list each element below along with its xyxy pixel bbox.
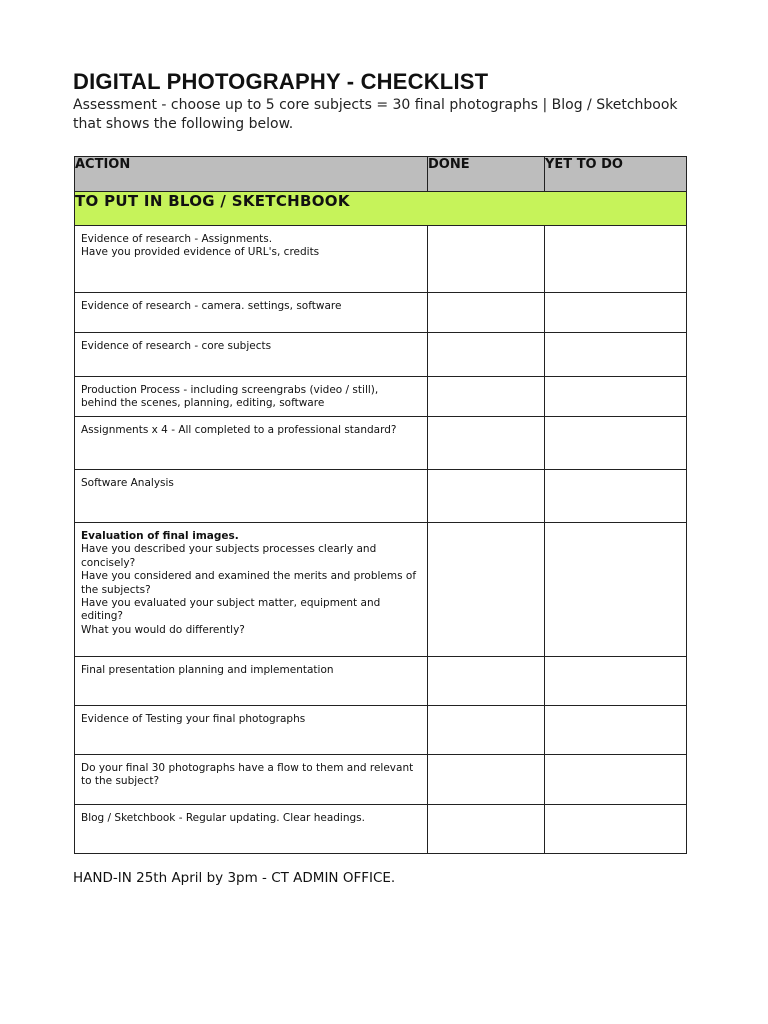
- done-cell[interactable]: [428, 657, 545, 706]
- action-cell: [75, 523, 428, 657]
- action-text: Final presentation planning and implementation: [81, 664, 334, 676]
- yet-to-do-cell[interactable]: [545, 417, 687, 470]
- action-cell: [75, 226, 428, 293]
- action-text: Assignments x 4 - All completed to a professional standard?: [81, 424, 397, 436]
- action-cell: [75, 706, 428, 755]
- yet-to-do-cell[interactable]: [545, 706, 687, 755]
- done-cell[interactable]: [428, 523, 545, 657]
- action-cell: [75, 417, 428, 470]
- hand-in-notice: HAND-IN 25th April by 3pm - CT ADMIN OFFICE.: [73, 870, 396, 886]
- action-column-header: ACTION: [75, 157, 428, 192]
- section-title: TO PUT IN BLOG / SKETCHBOOK: [75, 192, 687, 226]
- yet-to-do-cell[interactable]: [545, 755, 687, 805]
- done-cell[interactable]: [428, 226, 545, 293]
- checklist-table: [74, 156, 687, 854]
- action-text: Have you described your subjects processes clearly and concisely? Have you considered and examined the merits and problems of the subjects? Have you evaluated your subject matter, equipment and editing? What you would do differently?: [81, 543, 417, 636]
- done-cell[interactable]: [428, 755, 545, 805]
- table-row: [75, 523, 687, 657]
- yet-to-do-cell[interactable]: [545, 470, 687, 523]
- done-cell[interactable]: [428, 377, 545, 417]
- action-cell: [75, 657, 428, 706]
- table-row: [75, 417, 687, 470]
- action-cell: [75, 293, 428, 333]
- table-row: [75, 333, 687, 377]
- yet-to-do-cell[interactable]: [545, 523, 687, 657]
- table-row: [75, 226, 687, 293]
- yet-to-do-cell[interactable]: [545, 805, 687, 854]
- action-cell: [75, 470, 428, 523]
- yet-to-do-cell[interactable]: [545, 657, 687, 706]
- table-row: [75, 755, 687, 805]
- yet-to-do-column-header: YET TO DO: [545, 157, 687, 192]
- done-cell[interactable]: [428, 417, 545, 470]
- table-row: [75, 470, 687, 523]
- action-text: Evidence of research - core subjects: [81, 340, 272, 352]
- done-cell[interactable]: [428, 805, 545, 854]
- done-cell[interactable]: [428, 333, 545, 377]
- action-text: Software Analysis: [81, 477, 174, 489]
- yet-to-do-cell[interactable]: [545, 226, 687, 293]
- done-column-header: DONE: [428, 157, 545, 192]
- done-cell[interactable]: [428, 470, 545, 523]
- table-row: [75, 657, 687, 706]
- table-row: [75, 805, 687, 854]
- action-text: Evidence of Testing your final photographs: [81, 713, 306, 725]
- action-cell: [75, 755, 428, 805]
- action-heading: Evaluation of final images.: [81, 530, 239, 542]
- action-text: Evidence of research - Assignments. Have you provided evidence of URL's, credits: [81, 233, 320, 259]
- action-text: Production Process - including screengrabs (video / still), behind the scenes, planning, editing, software: [81, 384, 379, 410]
- action-cell: [75, 377, 428, 417]
- table-row: [75, 706, 687, 755]
- page-title: DIGITAL PHOTOGRAPHY - CHECKLIST: [73, 69, 489, 94]
- table-header-row: [75, 157, 687, 192]
- action-text: Do your final 30 photographs have a flow to them and relevant to the subject?: [81, 762, 414, 788]
- action-text: Blog / Sketchbook - Regular updating. Clear headings.: [81, 812, 365, 824]
- section-row: [75, 192, 687, 226]
- yet-to-do-cell[interactable]: [545, 377, 687, 417]
- action-cell: [75, 805, 428, 854]
- table-row: [75, 377, 687, 417]
- done-cell[interactable]: [428, 293, 545, 333]
- yet-to-do-cell[interactable]: [545, 293, 687, 333]
- assessment-description: Assessment - choose up to 5 core subjects = 30 final photographs | Blog / Sketchbook that shows the following below.: [73, 97, 678, 132]
- action-cell: [75, 333, 428, 377]
- yet-to-do-cell[interactable]: [545, 333, 687, 377]
- done-cell[interactable]: [428, 706, 545, 755]
- table-row: [75, 293, 687, 333]
- action-text: Evidence of research - camera. settings, software: [81, 300, 342, 312]
